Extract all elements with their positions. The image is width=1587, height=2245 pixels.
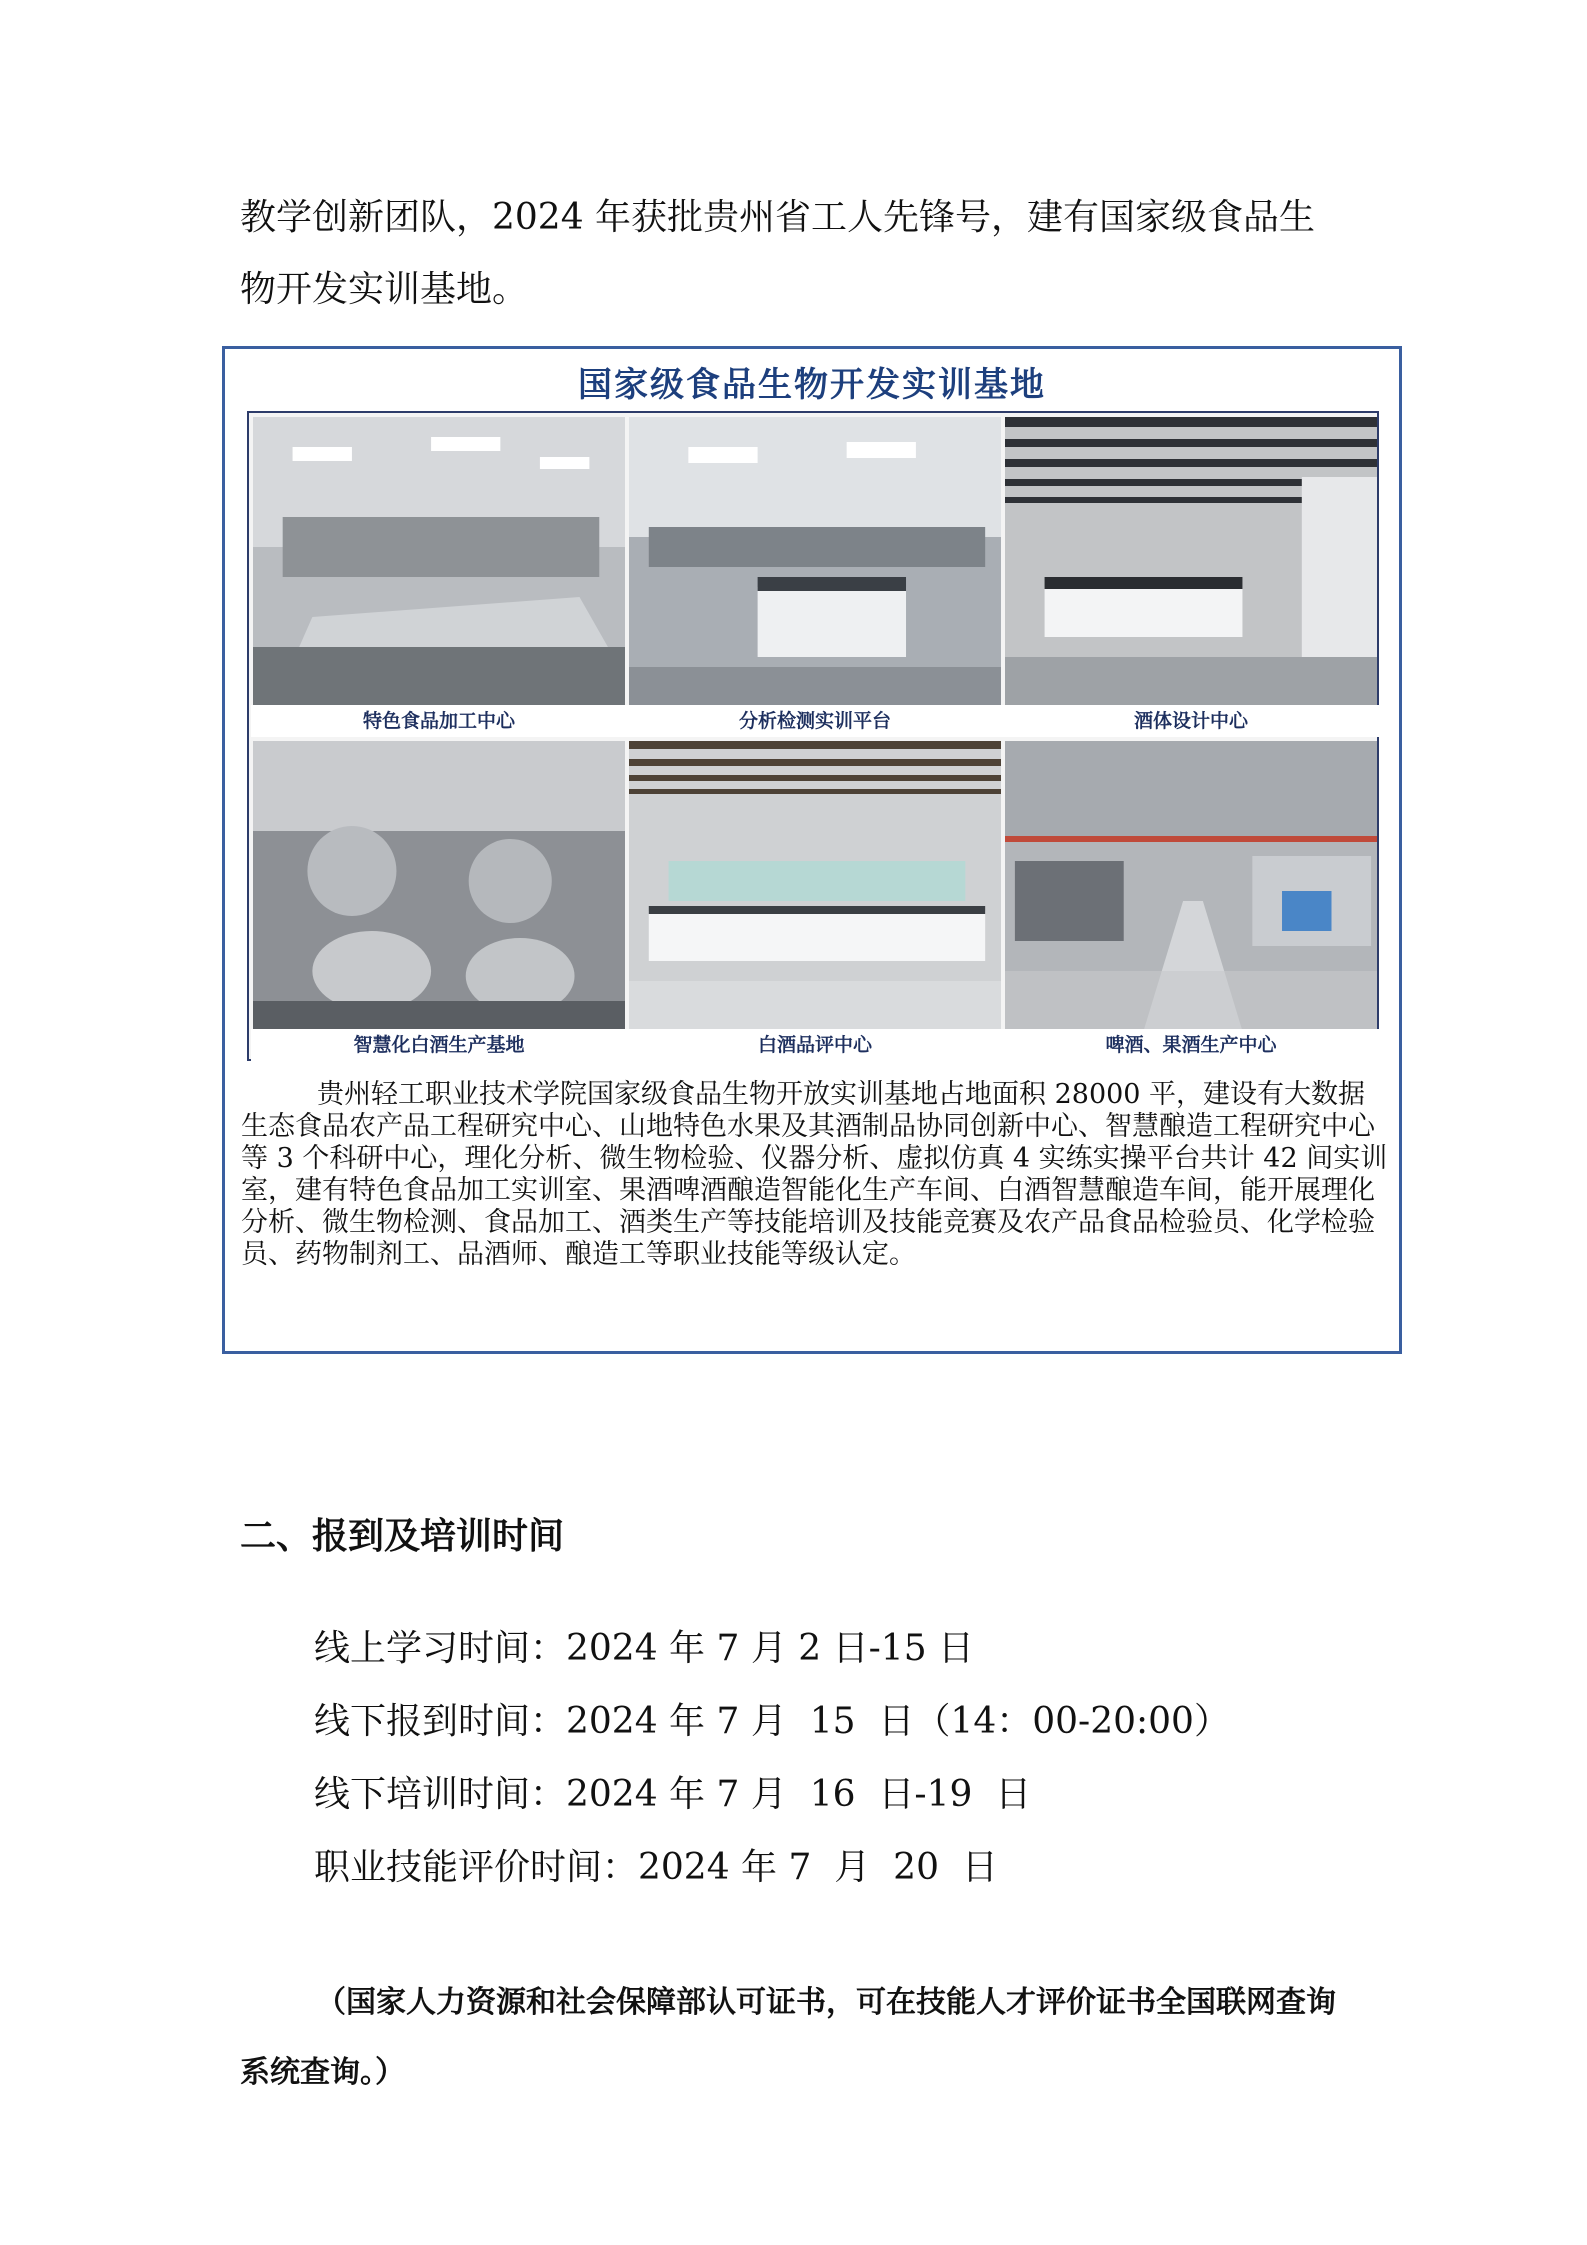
intro-paragraph: 教学创新团队，2024 年获批贵州省工人先锋号，建有国家级食品生物开发实训基地。 (240, 197, 1316, 310)
photo-cell-analysis-lab (627, 415, 1003, 737)
analysis-lab-photo (629, 417, 1001, 707)
beer-fruitwine-photo (1005, 741, 1377, 1031)
photo-cell-baijiu-production (251, 739, 627, 1061)
figure-title: 国家级食品生物开发实训基地 (578, 365, 1046, 405)
photo-grid (247, 411, 1379, 1061)
liquor-design-caption: 酒体设计中心 (1003, 705, 1379, 737)
figure-description: 贵州轻工职业技术学院国家级食品生物开放实训基地占地面积 28000 平，建设有大数据生态食品农产品工程研究中心、山地特色水果及其酒制品协同创新中心、智慧酿造工程研究中心等 3 个科研中心，理化分析、微生物检验、仪器分析、虚拟仿真 4 实练实操平台共计 42 间实训室，建有特色食品加工实训室、果酒啤酒酿造智能化生产车间、白酒智慧酿造车间，能开展理化分析、微生物检测、食品加工、酒类生产等技能培训及技能竞赛及农产品食品检验员、化学检验员、药物制剂工、品酒师、酿造工等职业技能等级认定。 (241, 1079, 1388, 1270)
food-processing-caption: 特色食品加工中心 (251, 705, 627, 737)
photo-cell-food-processing (251, 415, 627, 737)
liquor-design-photo (1005, 417, 1377, 707)
baijiu-tasting-photo (629, 741, 1001, 1031)
schedule-offline-training: 线下培训时间：2024 年 7 月 16 日-19 日 (314, 1774, 1032, 1815)
beer-fruitwine-caption: 啤酒、果酒生产中心 (1003, 1029, 1379, 1061)
photo-cell-beer-fruitwine (1003, 739, 1379, 1061)
schedule-online-study: 线上学习时间：2024 年 7 月 2 日-15 日 (314, 1628, 975, 1669)
section-heading: 二、报到及培训时间 (240, 1516, 565, 1557)
photo-cell-liquor-design (1003, 415, 1379, 737)
baijiu-production-photo (253, 741, 625, 1031)
certificate-note: （国家人力资源和社会保障部认可证书，可在技能人才评价证书全国联网查询系统查询。） (240, 1985, 1336, 2090)
food-processing-photo (253, 417, 625, 707)
baijiu-production-caption: 智慧化白酒生产基地 (251, 1029, 627, 1061)
baijiu-tasting-caption: 白酒品评中心 (627, 1029, 1003, 1061)
facility-figure (222, 346, 1402, 1354)
schedule-skill-evaluation: 职业技能评价时间：2024 年 7 月 20 日 (314, 1847, 998, 1888)
analysis-lab-caption: 分析检测实训平台 (627, 705, 1003, 737)
schedule-offline-registration: 线下报到时间：2024 年 7 月 15 日（14：00-20:00） (314, 1701, 1230, 1742)
photo-cell-baijiu-tasting (627, 739, 1003, 1061)
